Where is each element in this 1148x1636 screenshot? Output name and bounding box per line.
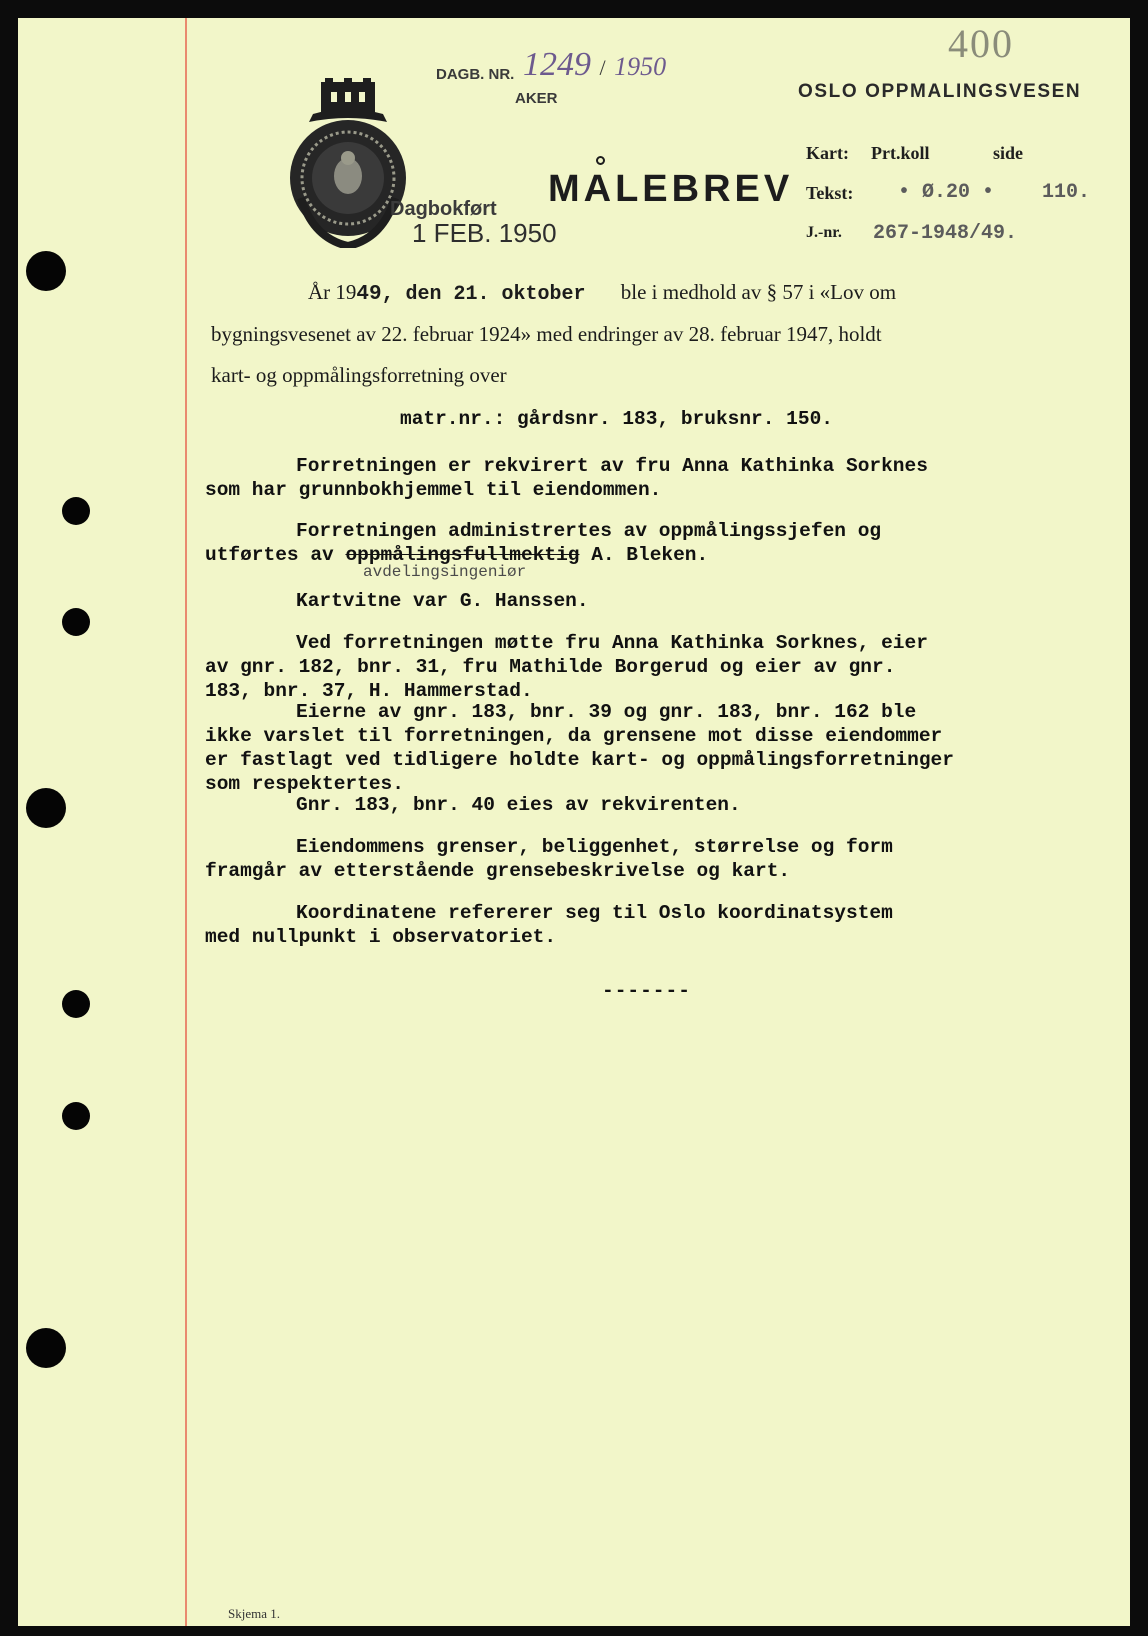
owners-line-1: Eierne av gnr. 183, bnr. 39 og gnr. 183, bnr. 162 ble: [296, 701, 917, 723]
punch-hole: [26, 1328, 66, 1368]
intro-line-1: År 1949, den 21. oktober ble i medhold av § 57 i «Lov om: [308, 280, 897, 306]
received-stamp-label: Dagbokført: [390, 198, 497, 220]
office-heading: OSLO OPPMALINGSVESEN: [798, 81, 1082, 102]
struck-title: oppmålingsfullmektig: [345, 544, 580, 566]
attendance-line-2: av gnr. 182, bnr. 31, fru Mathilde Borgerud og eier av gnr.: [205, 656, 896, 678]
form-number: Skjema 1.: [228, 1606, 280, 1621]
rekvirent-line-2: som har grunnbokhjemmel til eiendommen.: [205, 479, 662, 501]
owners-line-3: er fastlagt ved tidligere holdte kart- og oppmålingsforretninger: [205, 749, 954, 771]
diary-number-handwritten: 1249 / 1950: [523, 46, 667, 83]
rekvirent-line-1: Forretningen er rekvirert av fru Anna Kathinka Sorknes: [296, 455, 928, 477]
intro-line-3: kart- og oppmålingsforretning over: [211, 363, 507, 387]
diary-year: 1950: [614, 52, 667, 81]
admin-line-2: utførtes av oppmålingsfullmektig A. Bleken.: [205, 544, 709, 566]
intro-line-2: bygningsvesenet av 22. februar 1924» med endringer av 28. februar 1947, holdt: [211, 322, 882, 346]
admin-line-1: Forretningen administrertes av oppmålingssjefen og: [296, 520, 882, 542]
punch-hole: [26, 788, 66, 828]
tekst-value-2: 110.: [1042, 181, 1091, 204]
jnr-label: J.-nr.: [806, 224, 842, 241]
boundaries-line-1: Eiendommens grenser, beliggenhet, størrelse og form: [296, 836, 893, 858]
received-stamp-date: 1 FEB. 1950: [412, 218, 557, 248]
attendance-line-3: 183, bnr. 37, H. Hammerstad.: [205, 680, 533, 702]
owners-line-2: ikke varslet til forretningen, da grensene mot disse eiendommer: [205, 725, 943, 747]
district-label: AKER: [515, 90, 558, 107]
diary-number: 1249: [523, 46, 591, 83]
margin-rule: [185, 18, 187, 1626]
document-title: MALEBREV: [548, 168, 794, 210]
tekst-label: Tekst:: [806, 183, 854, 203]
punch-hole: [62, 608, 90, 636]
inserted-title: avdelingsingeniør: [363, 563, 527, 581]
owners-line-4: som respektertes.: [205, 773, 404, 795]
side-label: side: [993, 143, 1024, 163]
punch-hole: [26, 251, 66, 291]
gnr-line: Gnr. 183, bnr. 40 eies av rekvirenten.: [296, 794, 741, 816]
kartvitne-line: Kartvitne var G. Hanssen.: [296, 590, 589, 612]
attendance-line-1: Ved forretningen møtte fru Anna Kathinka Sorknes, eier: [296, 632, 928, 654]
oslo-crest-icon: [283, 78, 413, 248]
punch-hole: [62, 1102, 90, 1130]
title-ring-accent: [596, 156, 605, 165]
kart-value: Prt.koll: [871, 143, 930, 163]
end-divider: -------: [602, 980, 691, 1002]
coordinates-line-2: med nullpunkt i observatoriet.: [205, 926, 557, 948]
punch-hole: [62, 990, 90, 1018]
jnr-value: 267-1948/49.: [873, 222, 1018, 245]
tekst-value-1: • Ø.20 •: [898, 181, 995, 204]
diary-number-label: DAGB. NR.: [436, 66, 515, 83]
coordinates-line-1: Koordinatene refererer seg til Oslo koordinatsystem: [296, 902, 893, 924]
document-page: [18, 18, 1130, 1626]
kart-label: Kart:: [806, 143, 849, 163]
boundaries-line-2: framgår av etterstående grensebeskrivelse og kart.: [205, 860, 791, 882]
punch-hole: [62, 497, 90, 525]
page-number: 400: [948, 21, 1014, 66]
matrikkel-line: matr.nr.: gårdsnr. 183, bruksnr. 150.: [400, 408, 833, 430]
